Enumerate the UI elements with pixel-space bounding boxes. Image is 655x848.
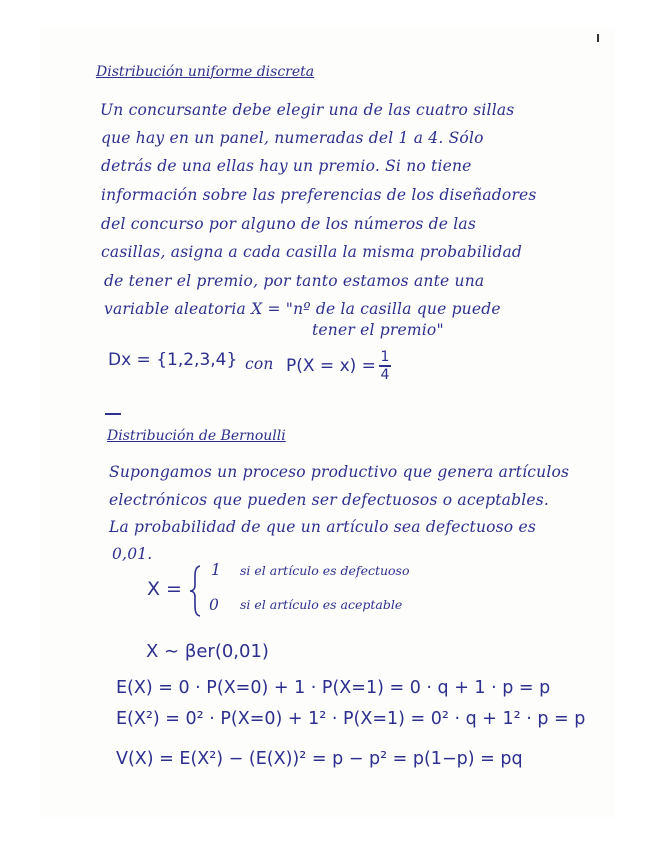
con-word: con xyxy=(245,355,274,373)
text-line: de tener el premio, por tanto estamos ante una xyxy=(104,272,485,290)
text-line: del concurso por alguno de los números de las xyxy=(101,215,477,233)
brace-icon xyxy=(188,565,202,617)
second-moment-formula: E(X²) = 0² · P(X=0) + 1² · P(X=1) = 0² · q + 1² · p = p xyxy=(116,709,586,729)
text-line: La probabilidad de que un artículo sea defectuoso es xyxy=(109,518,536,536)
variance-formula: V(X) = E(X²) − (E(X))² = p − p² = p(1−p) = pq xyxy=(116,749,523,769)
x-definition: X = xyxy=(147,578,182,600)
fraction: $\frac{1}{4}$ xyxy=(380,349,390,383)
domain-formula: Dx = {1,2,3,4} xyxy=(108,350,238,370)
page-mark xyxy=(597,34,599,42)
case-value: 1 xyxy=(211,561,222,579)
case-value: 0 xyxy=(209,596,220,614)
section-title-uniform: Distribución uniforme discreta xyxy=(96,64,315,80)
section-title-bernoulli: Distribución de Bernoulli xyxy=(107,428,286,444)
text-line: detrás de una ellas hay un premio. Si no tiene xyxy=(101,157,472,175)
uniform-probability: P(X = x) = $\frac{1}{4}$ xyxy=(286,349,390,383)
text-line: Un concursante debe elegir una de las cuatro sillas xyxy=(100,101,515,119)
text-line: casillas, asigna a cada casilla la misma probabilidad xyxy=(101,243,523,261)
text-line: que hay en un panel, numeradas del 1 a 4. Sólo xyxy=(101,129,484,147)
text-line: Supongamos un proceso productivo que genera artículos xyxy=(109,463,570,481)
text-line: información sobre las preferencias de los diseñadores xyxy=(101,186,537,204)
text-line: tener el premio" xyxy=(312,321,444,339)
text-line: 0,01. xyxy=(112,545,153,563)
text-line: variable aleatoria X = "nº de la casilla que puede xyxy=(104,300,501,318)
text-line: electrónicos que pueden ser defectuosos o aceptables. xyxy=(109,491,550,509)
bernoulli-notation: X ∼ βer(0,01) xyxy=(146,641,269,662)
case-condition: si el artículo es aceptable xyxy=(240,597,403,612)
case-condition: si el artículo es defectuoso xyxy=(240,563,410,578)
expectation-formula: E(X) = 0 · P(X=0) + 1 · P(X=1) = 0 · q + 1 · p = p xyxy=(116,678,551,698)
section-divider xyxy=(105,413,121,415)
